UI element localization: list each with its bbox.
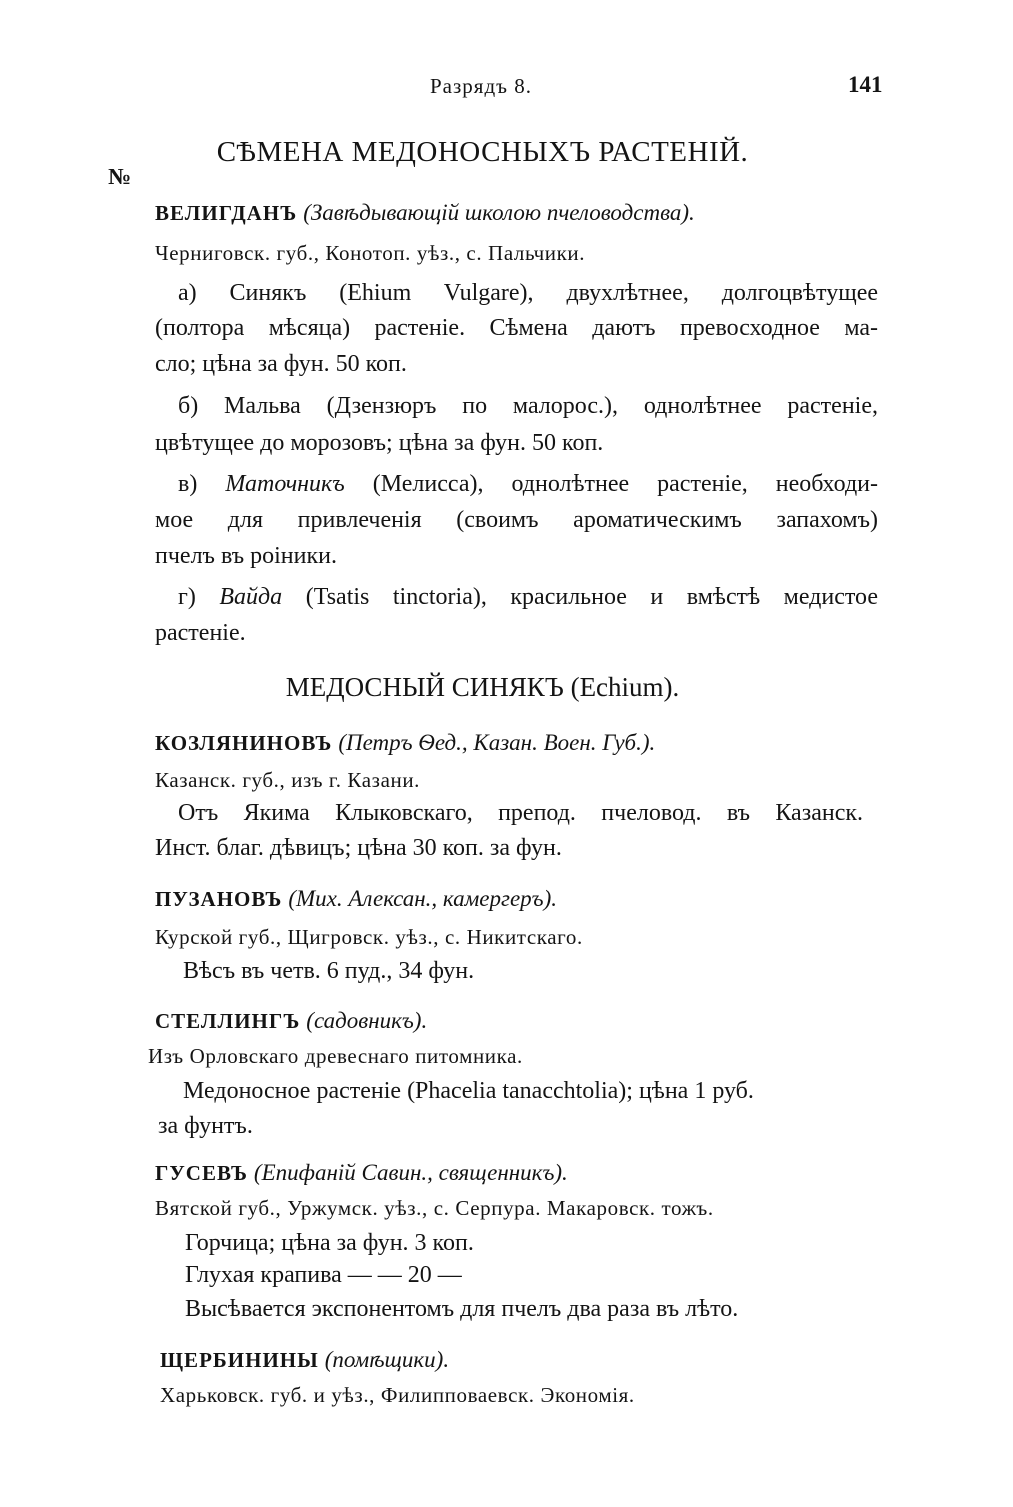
exhibitor-address: Харьковск. губ. и уѣз., Филипповаевск. Экономія. — [160, 1383, 635, 1407]
item-text: (Мелисса), однолѣтнее растеніе, необходи- — [372, 471, 878, 497]
exhibitor-role: (садовникъ). — [306, 1008, 428, 1033]
exhibitor-address: Казанск. губ., изъ г. Казани. — [155, 768, 421, 792]
item-b-line: цвѣтущее до морозовъ; цѣна за фун. 50 коп. — [155, 430, 604, 456]
entry-text-line: Отъ Якима Клыковскаго, препод. пчеловод. въ Казанск. — [178, 800, 863, 826]
item-b-line: б) Мальва (Дзензюръ по малорос.), однолѣтнее растеніе, — [178, 393, 878, 419]
exhibitor-address: Вятской губ., Уржумск. уѣз., с. Серпура. Макаровск. тожъ. — [155, 1196, 714, 1220]
entry-text-line: Вѣсъ въ четв. 6 пуд., 34 фун. — [183, 958, 475, 984]
entry-heading — [155, 200, 695, 227]
plant-name: Маточникъ — [225, 471, 345, 497]
entry-text-line: за фунтъ. — [158, 1113, 253, 1139]
running-head: Разрядъ 8. — [430, 74, 532, 98]
item-v-line — [178, 471, 878, 498]
item-marker: г) — [178, 584, 196, 610]
exhibitor-name: ЩЕРБИНИНЫ — [160, 1348, 319, 1372]
section-title-echium: МЕДОСНЫЙ СИНЯКЪ (Echium). — [285, 672, 680, 702]
exhibitor-name: СТЕЛЛИНГЪ — [155, 1009, 301, 1033]
exhibitor-role: (Епифаній Савин., священникъ). — [253, 1160, 568, 1185]
entry-heading — [155, 1160, 568, 1187]
entry-heading — [155, 730, 655, 757]
page-number: 141 — [848, 72, 883, 97]
entry-heading — [155, 886, 557, 913]
item-a-line: (полтора мѣсяца) растеніе. Сѣмена даютъ превосходное ма- — [155, 315, 878, 341]
item-v-line: мое для привлеченія (своимъ ароматическимъ запахомъ) — [155, 507, 878, 533]
item-a-line: сло; цѣна за фун. 50 коп. — [155, 351, 407, 377]
entry-text-line: Горчица; цѣна за фун. 3 коп. — [185, 1230, 474, 1256]
exhibitor-name: КОЗЛЯНИНОВЪ — [155, 731, 333, 755]
exhibitor-name: ВЕЛИГДАНЪ — [155, 201, 298, 225]
entry-text-line: Глухая крапива — — 20 — — [185, 1262, 462, 1288]
exhibitor-address: Черниговск. губ., Конотоп. уѣз., с. Пальчики. — [155, 241, 586, 265]
exhibitor-name: ПУЗАНОВЪ — [155, 887, 283, 911]
exhibitor-address: Изъ Орловскаго древеснаго питомника. — [148, 1044, 523, 1068]
exhibitor-role: (Завѣдывающій школою пчеловодства). — [303, 200, 695, 225]
item-v-line: пчелъ въ роіники. — [155, 543, 337, 569]
number-sign: № — [108, 164, 132, 189]
exhibitor-address: Курской губ., Щигровск. уѣз., с. Никитскаго. — [155, 925, 583, 949]
entry-text-line: Высѣвается экспонентомъ для пчелъ два раза въ лѣто. — [185, 1296, 739, 1322]
section-title-seeds: СѢМЕНА МЕДОНОСНЫХЪ РАСТЕНІЙ. — [216, 136, 749, 168]
item-g-line: растеніе. — [155, 620, 246, 646]
exhibitor-role: (помѣщики). — [324, 1347, 450, 1372]
exhibitor-role: (Мих. Алексан., камергеръ). — [288, 886, 558, 911]
exhibitor-role: (Петръ Ѳед., Казан. Воен. Губ.). — [338, 730, 656, 755]
item-a-line: а) Синякъ (Ehium Vulgare), двухлѣтнее, долгоцвѣтущее — [178, 280, 878, 306]
item-marker: в) — [178, 471, 198, 497]
entry-heading — [155, 1008, 427, 1035]
entry-heading — [160, 1347, 449, 1374]
entry-text-line: Медоносное растеніе (Phacelia tanacchtolia); цѣна 1 руб. — [183, 1078, 754, 1104]
entry-text-line: Инст. благ. дѣвицъ; цѣна 30 коп. за фун. — [155, 835, 562, 861]
item-text: (Tsatis tinctoria), красильное и вмѣстѣ медистое — [305, 584, 878, 610]
plant-name: Вайда — [219, 584, 283, 610]
item-g-line — [178, 584, 878, 611]
exhibitor-name: ГУСЕВЪ — [155, 1161, 248, 1185]
